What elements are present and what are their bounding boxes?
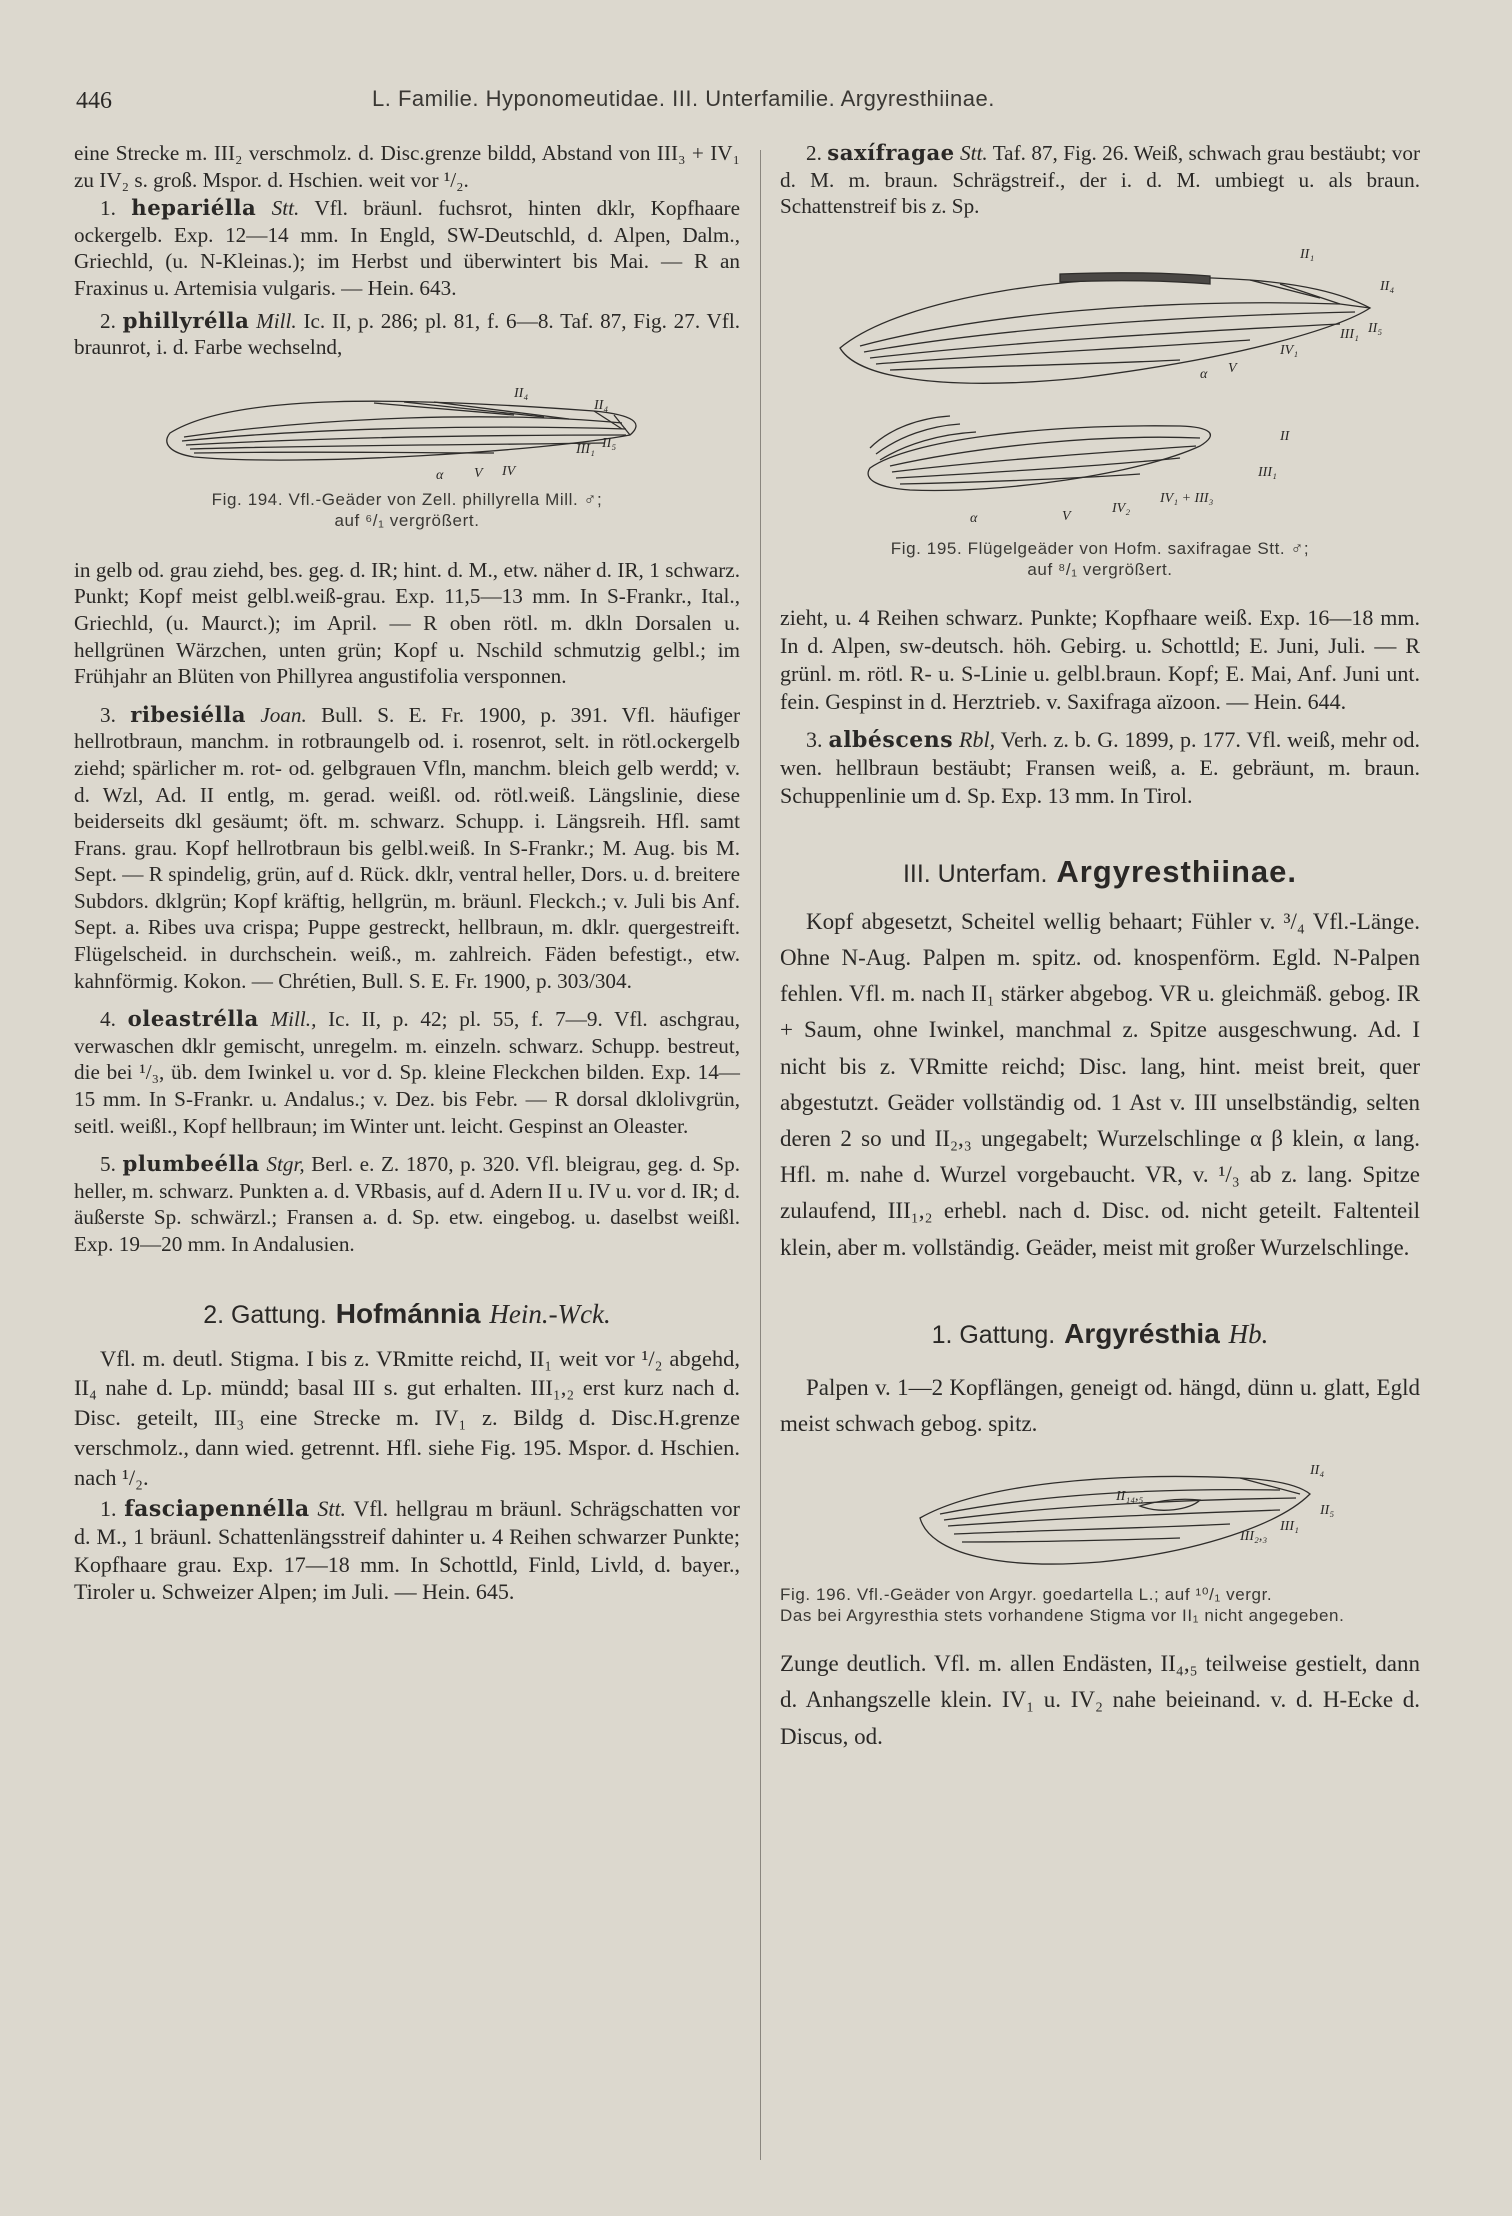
caption-line: Fig. 195. Flügelgeäder von Hofm. saxifragae Stt. ♂; [890, 538, 1310, 558]
species-name: phillyrélla [122, 307, 250, 333]
species-author: Mill., [270, 1007, 317, 1032]
species-description: Berl. e. Z. 1870, p. 320. Vfl. bleigrau, geg. d. Sp. heller, m. schwarz. Punkten a. d. VRbasis, auf d. Adern II u. IV u. vor d. IR; d. äußerste Sp. schwärzl.; Fransen a. d. Sp. etw. eingebog. u. daselbst weißl. Exp. 19—20 mm. In Andalusien. [74, 1152, 741, 1256]
vein-label: II₄ [514, 385, 529, 401]
left-column [74, 140, 740, 1606]
vein-label: V [1228, 360, 1237, 376]
species-entry-plumbeella [74, 1151, 740, 1257]
species-entry-phillyrella [74, 308, 740, 361]
vein-label: II₄ [594, 397, 609, 413]
species-number: 3. [806, 726, 823, 752]
species-author: Stgr, [266, 1152, 305, 1177]
vein-label: II₅ [602, 435, 617, 451]
species-number: 1. [100, 196, 116, 221]
wing-venation-diagram-194 [74, 375, 740, 485]
species-entry-ribesiella [74, 702, 740, 995]
species-description: Ic. II, p. 42; pl. 55, f. 7—9. Vfl. aschgrau, verwaschen dklr gemischt, unregelm. m. einzeln. schwarz. Schupp. bestreut, die bei ¹/₃, üb. dem Iwinkel u. vor d. Sp. kleine Fleckchen bilden. Exp. 14—15 mm. In S-Frankr. u. Andalus.; v. Dez. bis Febr. — R dorsal dklolivgrün, seitl. weißl., Kopf hellbraun; im Winter unt. leicht. Gespinst an Oleaster. [74, 1007, 740, 1138]
vein-label: III₁ [1340, 326, 1359, 342]
figure-caption [780, 1584, 1420, 1626]
species-author: Stt. [271, 196, 300, 221]
vein-label: II₁₄,₅ [1116, 1489, 1144, 1505]
vein-label: IV₁ + III₃ [1160, 490, 1214, 506]
genus-text: Vfl. m. deutl. Stigma. I bis z. VRmitte reichd, II₁ weit vor ¹/₂ abgehd, II₄ nahe d. Lp. mündd; basal III s. gut erhalten. III₁,₂ erst kurz nach d. Disc. geteilt, III₃ eine Strecke m. IV₁ z. Bildg d. Disc.H.grenze verschmolz., dann wied. getrennt. Hfl. siehe Fig. 195. Mspor. d. Hschien. nach ¹/₂. [74, 1345, 740, 1490]
species-description: Verh. z. b. G. 1899, p. 177. Vfl. weiß, mehr od. wen. hellbraun bestäubt; Fransen weiß, a. E. gebräunt, m. braun. Schuppenlinie um d. Sp. Exp. 13 mm. In Tirol. [780, 726, 1421, 808]
species-entry-hepariella [74, 195, 740, 301]
species-description: Ic. II, p. 286; pl. 81, f. 6—8. Taf. 87, Fig. 27. Vfl. braunrot, i. d. Farbe wechselnd, [74, 308, 741, 360]
vein-label: II₅ [1320, 1503, 1335, 1519]
caption-line: Fig. 196. Vfl.-Geäder von Argyr. goedartella L.; auf ¹⁰/₁ vergr. [780, 1585, 1273, 1605]
vein-label: II₅ [1368, 320, 1383, 336]
species-description: Vfl. bräunl. fuchsrot, hinten dklr, Kopfhaare ockergelb. Exp. 12—14 mm. In Engld, SW-Deutschld, d. Alpen, Dalm., Griechld, (u. N-Kleinas.); im Herbst und überwintert bis Mai. — R an Fraxinus u. Artemisia vulgaris. — Hein. 643. [74, 196, 741, 300]
vein-label: II₁ [1300, 246, 1315, 262]
species-author: Rbl, [959, 726, 996, 752]
vein-label: α [436, 467, 444, 483]
figure-195 [780, 228, 1420, 580]
column-divider [760, 150, 761, 2160]
species-description: Vfl. hellgrau m bräunl. Schrägschatten vor d. M., 1 bräunl. Schattenlängsstreif dahinter u. 4 Reihen schwarzer Punkte; Kopfhaare grau. Exp. 17—18 mm. In Schottld, Finld, Livld, d. bayer., Tiroler u. Schweizer Alpen; im Juli. — Hein. 645. [74, 1495, 740, 1605]
genus-description [780, 1370, 1420, 1442]
species-number: 5. [100, 1152, 116, 1177]
page-header [72, 82, 1472, 122]
caption-line: auf ⁸/₁ vergrößert. [1027, 559, 1173, 579]
vein-label: II₄ [1310, 1463, 1325, 1479]
genus-author: Hb. [1228, 1318, 1269, 1349]
vein-label: IV₂ [1112, 500, 1131, 516]
species-name: plumbeélla [122, 1151, 260, 1177]
figure-caption [74, 489, 740, 531]
figure-194 [74, 375, 740, 531]
species-entry-oleastrella [74, 1006, 740, 1139]
species-number: 2. [806, 141, 822, 165]
vein-label: III₁ [1258, 464, 1277, 480]
caption-line: Fig. 194. Vfl.-Geäder von Zell. phillyrella Mill. ♂; [211, 489, 603, 509]
genus-name: Argyrésthia [1064, 1317, 1220, 1349]
species-description: Bull. S. E. Fr. 1900, p. 391. Vfl. häufiger hellrotbraun, manchm. in rotbraungelb od. i. rosenrot, selt. in rötl.ockergelb ziehd; spärlicher m. rot- od. gelbgrauen Vfln, manchm. bleich gelb werdd; v. d. Wzl, Ad. II entlg, m. gerad. weißl. od. rötl.weiß. Längslinie, diese beiderseits dkl gesäumt; öft. m. schwarz. Schupp. i. Längsreih. Hfl. samt Frans. grau. Kopf hellrotbraun bis gelbl.weiß. In S-Frankr.; M. Aug. bis M. Sept. — R spindelig, grün, auf d. Rück. dklr, ventral heller, Dors. u. d. breitere Subdors. dklgrün; Kopf kräftig, hellgrün, m. bräunl. Fleckch.; v. Juli bis Anf. Sept. a. Ribes uva crispa; Puppe gestreckt, hellbraun, m. dklr. quergestreift. Flügelscheid. in durchschein. weiß., m. zahlreich. Fäden befestigt., etw. kahnförmig. Kokon. — Chrétien, Bull. S. E. Fr. 1900, p. 303/304. [74, 702, 741, 993]
species-number: 4. [100, 1007, 116, 1032]
figure-196 [780, 1454, 1420, 1626]
genus-text: Palpen v. 1—2 Kopflängen, geneigt od. hängd, dünn u. glatt, Egld meist schwach gebog. spitz. [780, 1374, 1420, 1437]
intro-paragraph: eine Strecke m. III₂ verschmolz. d. Disc.grenze bildd, Abstand von III₃ + IV₁ zu IV₂ s. groß. Mspor. d. Hschien. weit vor ¹/₂. [74, 141, 740, 192]
species-entry-fasciapennella [74, 1495, 740, 1606]
subfamily-label: III. Unterfam. [902, 859, 1048, 888]
vein-label: III₂,₃ [1240, 1529, 1268, 1545]
caption-line: Das bei Argyresthia stets vorhandene Stigma vor II₁ nicht angegeben. [780, 1606, 1345, 1626]
species-name: albéscens [828, 726, 954, 753]
species-continuation-saxifragae: zieht, u. 4 Reihen schwarz. Punkte; Kopfhaare weiß. Exp. 16—18 mm. In d. Alpen, sw-deutsch. höh. Gebirg. u. Schottld; E. Juni, Juli. — R grünl. m. rötl. R- u. S-Linie u. gelbl.braun. Kopf; E. Mai, Anf. Juni unt. fein. Gespinst in d. Herztrieb. v. Saxifraga aïzoon. — Hein. 644. [780, 604, 1420, 714]
genus-description [74, 1344, 740, 1493]
right-column [780, 140, 1420, 1755]
subfamily-text: Kopf abgesetzt, Scheitel wellig behaart; Fühler v. ³/₄ Vfl.-Länge. Ohne N-Aug. Palpen m. spitz. od. knospenförm. Egld. N-Palpen fehlen. Vfl. m. nach II₁ stärker abgebog. VR u. gleichmäß. gebog. IR + Saum, ohne Iwinkel, manchmal z. Spitze ausgeschwung. Ad. I nicht bis z. VRmitte reichd; Disc. lang, hint. meist breit, quer abgestutzt. Geäder vollständig od. 1 Ast v. III unselbständig, selten deren 2 so und II₂,₃ ungegabelt; Wurzelschlinge α β klein, α lang. Hfl. m. nahe d. Wurzel vorgebaucht. VR, v. ¹/₃ ab z. lang. Spitze zulaufend, III₁,₂ erhebl. nach d. Disc. od. nicht geteilt. Faltenteil klein, aber m. vollständig. Geäder, meist mit großer Wurzelschlinge. [780, 908, 1420, 1260]
genus-number: 1. Gattung. [931, 1320, 1056, 1349]
species-description: Taf. 87, Fig. 26. Weiß, schwach grau bestäubt; vor d. M. m. braun. Schrägstreif., der i. d. M. umbiegt u. als braun. Schattenstreif bis z. Sp. [780, 141, 1421, 219]
genus-name: Hofmánnia [335, 1297, 481, 1329]
genus-number: 2. Gattung. [203, 1300, 327, 1329]
species-name: fasciapennélla [124, 1495, 310, 1522]
vein-label: III₁ [576, 441, 595, 457]
vein-label: IV [502, 463, 516, 479]
subfamily-description [780, 904, 1420, 1266]
species-author: Joan. [260, 702, 307, 727]
genus-author: Hein.-Wck. [489, 1298, 611, 1329]
species-author: Mill. [256, 308, 297, 333]
species-entry-saxifragae [780, 140, 1420, 220]
species-name: oleastrélla [127, 1006, 259, 1032]
vein-label: α [970, 510, 978, 526]
figure-caption [780, 538, 1420, 580]
subfamily-heading [780, 854, 1420, 890]
species-continuation-phillyrella: in gelb od. grau ziehd, bes. geg. d. IR; hint. d. M., etw. näher d. IR, 1 schwarz. Punkt; Kopf meist gelbl.weiß-grau. Exp. 11,5—13 mm. In S-Frankr., Ital., Griechld, (u. Maurct.); im April. — R oben rötl. m. dkln Dorsalen u. hellgrünen Wärzchen, unten grün; Kopf u. Nschild schmutzig gelbl.; im Frühjahr an Blüten von Phillyrea angustifolia versponnen. [74, 557, 740, 689]
species-number: 1. [100, 1495, 117, 1521]
running-title: L. Familie. Hyponomeutidae. III. Unterfamilie. Argyresthiinae. [372, 86, 995, 111]
species-entry-albescens [780, 726, 1420, 810]
vein-label: II₄ [1380, 278, 1395, 294]
vein-label: IV₁ [1280, 342, 1299, 358]
genus-heading-argyresthia [780, 1318, 1420, 1350]
vein-label: V [1062, 508, 1071, 524]
species-number: 3. [100, 702, 116, 727]
vein-label: III₁ [1280, 1519, 1299, 1535]
wing-venation-diagram-195 [780, 228, 1420, 538]
wing-venation-diagram-196 [780, 1454, 1420, 1584]
page-number: 446 [76, 88, 112, 114]
species-name: saxífragae [827, 140, 955, 165]
subfamily-name: Argyresthiinae. [1056, 853, 1298, 889]
species-number: 2. [100, 308, 116, 333]
genus-heading-hofmannia [74, 1298, 740, 1330]
vein-label: II [1280, 428, 1290, 444]
caption-line: auf ⁶/₁ vergrößert. [334, 510, 480, 530]
species-author: Stt. [960, 141, 988, 165]
final-paragraph [780, 1646, 1420, 1755]
vein-label: α [1200, 366, 1208, 382]
vein-label: V [474, 465, 483, 481]
species-name: hepariélla [131, 195, 257, 221]
species-author: Stt. [317, 1495, 347, 1521]
species-name: ribesiélla [130, 701, 246, 727]
final-text: Zunge deutlich. Vfl. m. allen Endästen, II₄,₅ teilweise gestielt, dann d. Anhangszelle klein. IV₁ u. IV₂ nahe beieinand. v. d. H-Ecke d. Discus, od. [780, 1651, 1420, 1749]
